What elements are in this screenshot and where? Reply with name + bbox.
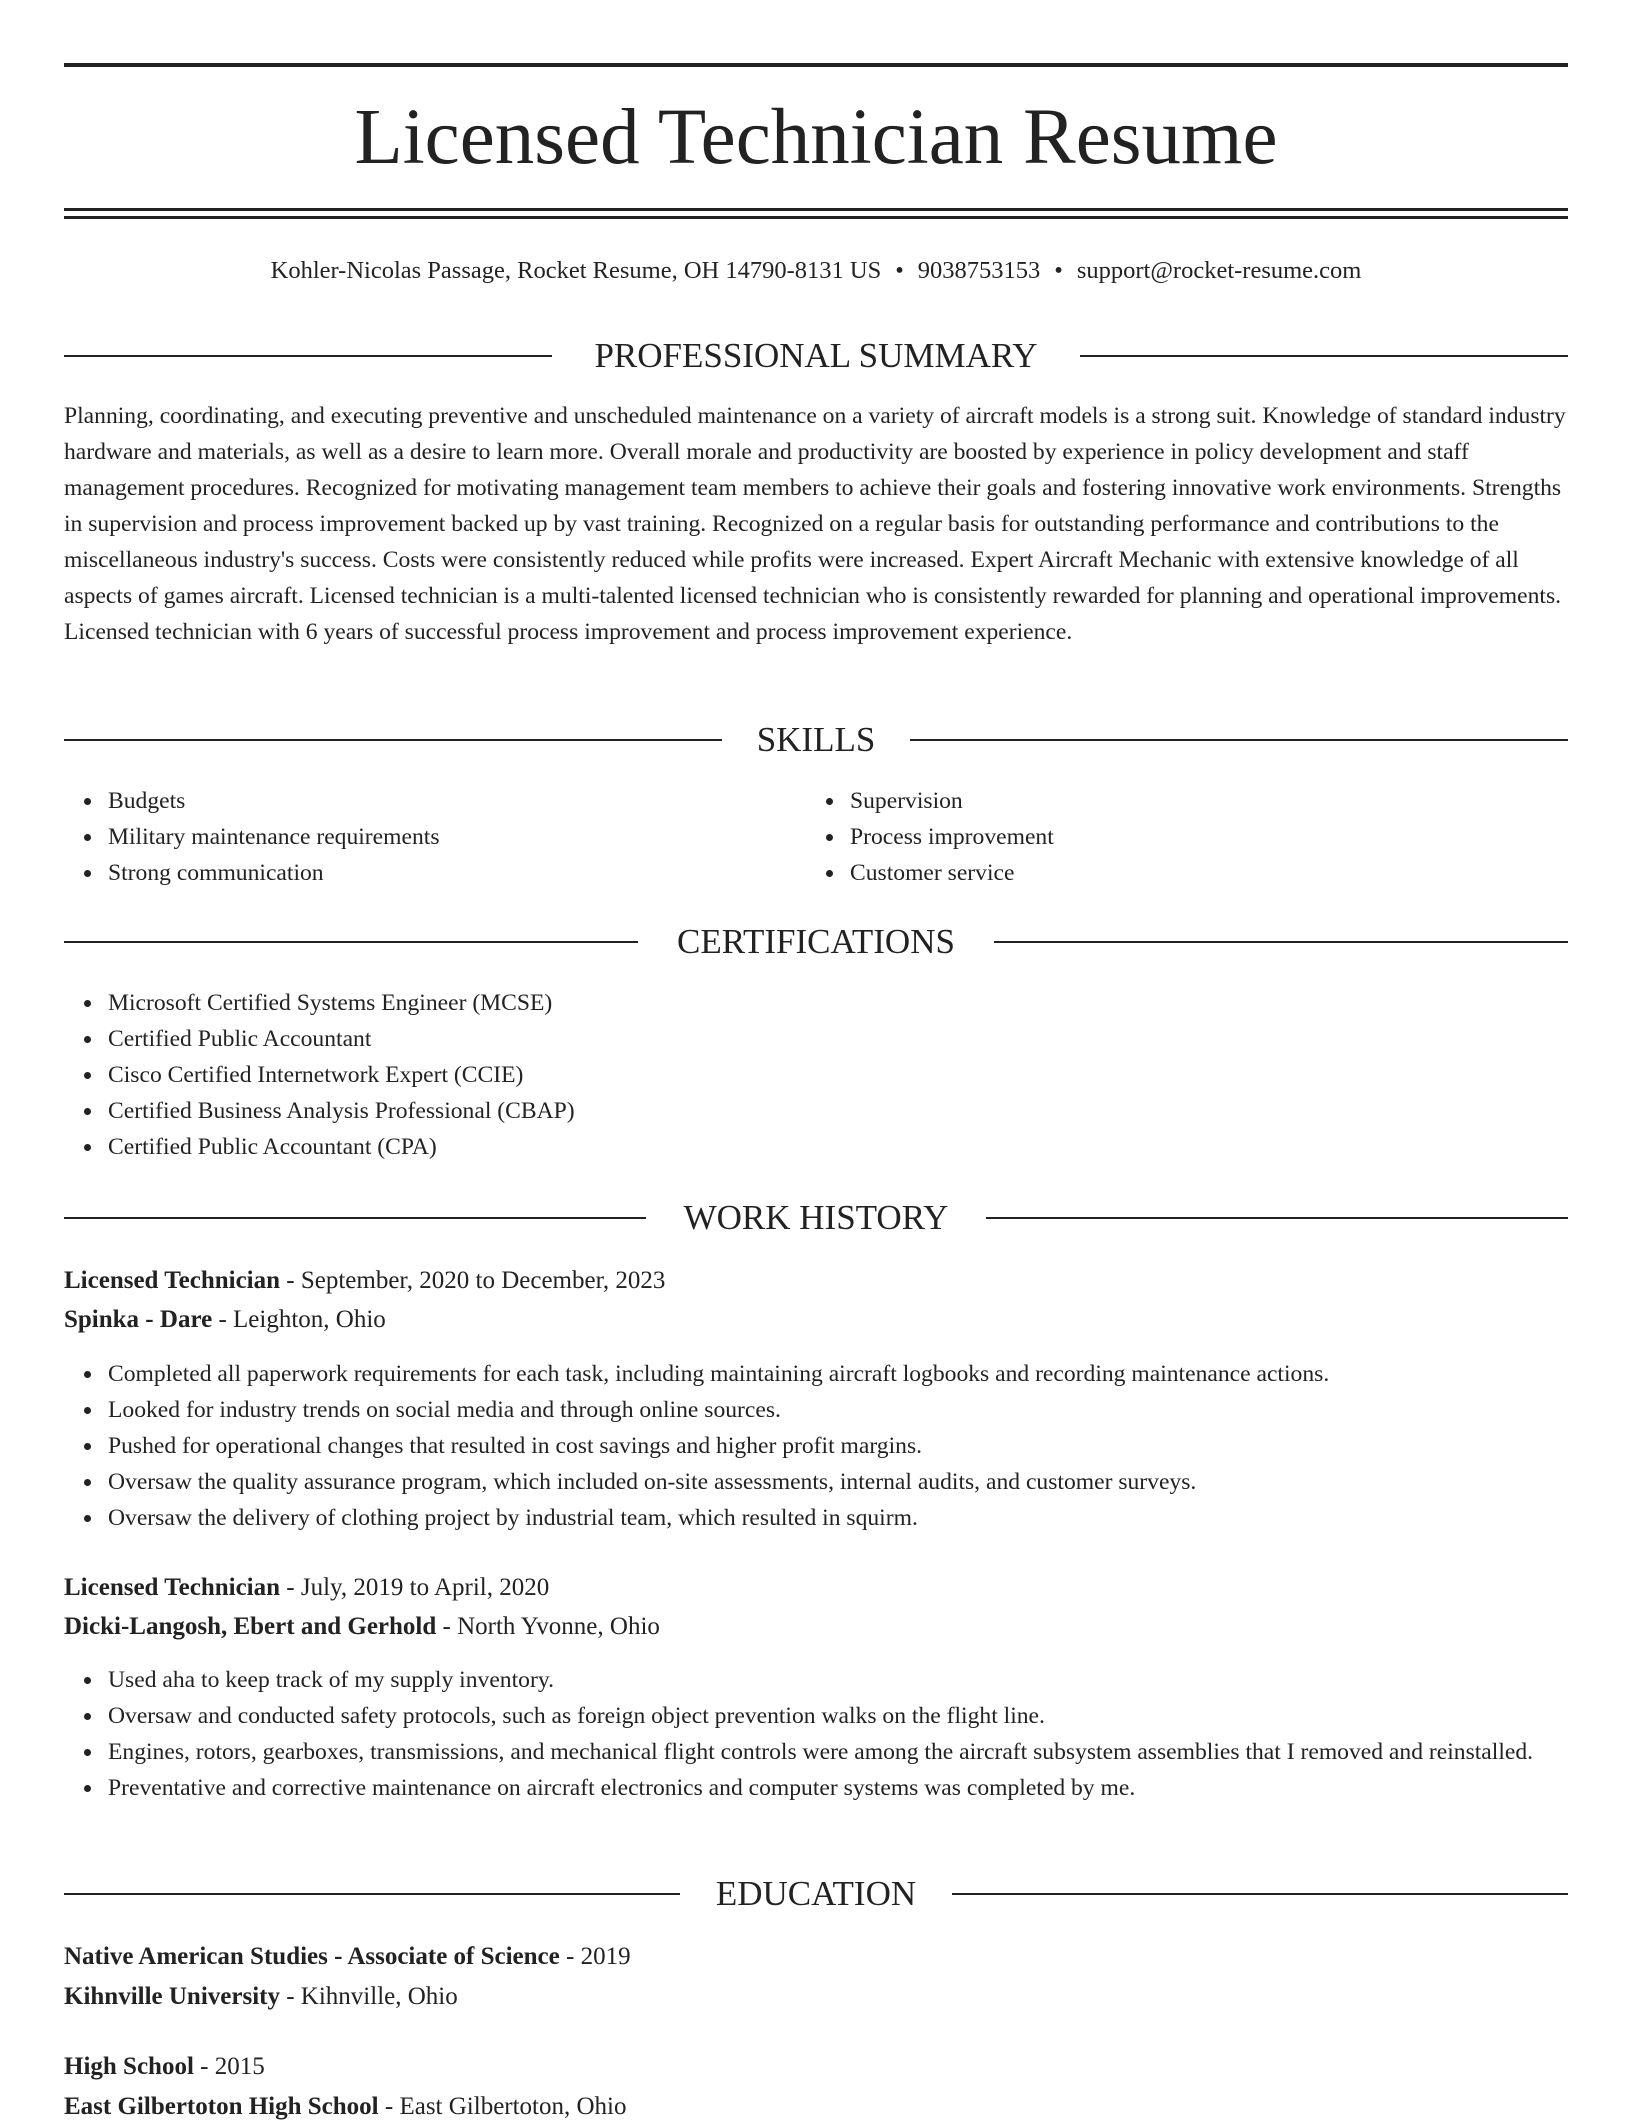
job-bullet: Engines, rotors, gearboxes, transmissions, and mechanical flight controls were among the aircraft subsystem assemblies that I removed and reinstalled. [108,1734,1568,1770]
job-title: Licensed Technician [64,1574,281,1601]
header-top-rule [64,63,1568,67]
job-bullet: Oversaw the quality assurance program, which included on-site assessments, internal audits, and customer surveys. [108,1464,1568,1500]
summary-heading: PROFESSIONAL SUMMARY [594,336,1038,375]
education-location: - East Gilbertoton, Ohio [378,2093,627,2120]
skills-list-right [806,783,1550,891]
job-title-line [64,1262,1568,1300]
certification-item: Microsoft Certified Systems Engineer (MCSE) [108,985,1568,1021]
job-bullet: Oversaw the delivery of clothing project by industrial team, which resulted in squirm. [108,1500,1568,1536]
skills-section-heading [64,720,1568,760]
education-school: East Gilbertoton High School [64,2093,379,2120]
skill-item: Budgets [108,783,808,819]
summary-text: Planning, coordinating, and executing preventive and unscheduled maintenance on a variety of aircraft models is a strong suit. Knowledge of standard industry hardware and materials, as well as a desire to learn more. Overall morale and productivity are boosted by experience in policy development and staff management procedures. Recognized for motivating management team members to achieve their goals and fostering innovative work environments. Strengths in supervision and process improvement backed up by vast training. Recognized on a regular basis for outstanding performance and contributions to the miscellaneous industry's success. Costs were consistently reduced while profits were increased. Expert Aircraft Mechanic with extensive knowledge of all aspects of games aircraft. Licensed technician is a multi-talented licensed technician who is consistently rewarded for planning and operational improvements. Licensed technician with 6 years of successful process improvement and process improvement experience. [64,403,1566,645]
job-bullet: Pushed for operational changes that resulted in cost savings and higher profit margins. [108,1428,1568,1464]
summary-section-heading [64,336,1568,376]
contact-separator: • [1054,257,1063,284]
header-double-rule-bottom [64,216,1568,219]
contact-address: Kohler-Nicolas Passage, Rocket Resume, OH 14790-8131 US [270,257,882,284]
education-heading: EDUCATION [715,1874,917,1913]
heading-rule-right [986,1217,1568,1219]
education-school-line [64,1978,1568,2016]
contact-line [64,254,1568,288]
job-location: - Leighton, Ohio [212,1306,386,1333]
work-history-heading: WORK HISTORY [683,1198,949,1237]
job-bullet: Used aha to keep track of my supply inventory. [108,1662,1568,1698]
job-bullet: Oversaw and conducted safety protocols, such as foreign object prevention walks on the flight line. [108,1698,1568,1734]
skill-item: Strong communication [108,855,808,891]
contact-phone: 9038753153 [917,257,1041,284]
education-year: - 2019 [559,1943,631,1970]
certifications-section-heading [64,922,1568,962]
heading-rule-right [994,941,1568,943]
education-degree: High School [64,2053,194,2080]
contact-separator: • [895,257,904,284]
education-location: - Kihnville, Ohio [279,1983,458,2010]
certifications-list [64,985,1568,1165]
contact-email[interactable]: support@rocket-resume.com [1076,257,1362,284]
education-year: - 2015 [193,2053,265,2080]
education-degree: Native American Studies - Associate of Science [64,1943,560,1970]
certification-item: Certified Public Accountant (CPA) [108,1129,1568,1165]
education-degree-line [64,1938,1568,1976]
heading-rule-right [1080,355,1568,357]
job-dates: - July, 2019 to April, 2020 [280,1574,550,1601]
job-company: Spinka - Dare [64,1306,213,1333]
skills-list-left [64,783,808,891]
certification-item: Certified Public Accountant [108,1021,1568,1057]
certification-item: Certified Business Analysis Professional (CBAP) [108,1093,1568,1129]
heading-rule-right [910,739,1568,741]
education-school: Kihnville University [64,1983,280,2010]
education-school-line [64,2088,1568,2126]
job-company: Dicki-Langosh, Ebert and Gerhold [64,1613,437,1640]
job-title: Licensed Technician [64,1267,281,1294]
job-bullet: Completed all paperwork requirements for each task, including maintaining aircraft logbooks and recording maintenance actions. [108,1356,1568,1392]
header-double-rule-top [64,208,1568,211]
job-bullet: Looked for industry trends on social media and through online sources. [108,1392,1568,1428]
certifications-heading: CERTIFICATIONS [677,922,955,961]
education-degree-line [64,2048,1568,2086]
job-company-line [64,1301,1568,1339]
job-dates: - September, 2020 to December, 2023 [280,1267,666,1294]
job-bullets [64,1662,1568,1806]
job-bullets [64,1356,1568,1536]
resume-title: Licensed Technician Resume [354,94,1278,181]
job-bullet: Preventative and corrective maintenance on aircraft electronics and computer systems was completed by me. [108,1770,1568,1806]
education-section-heading [64,1874,1568,1914]
skill-item: Military maintenance requirements [108,819,808,855]
heading-rule-right [952,1893,1568,1895]
skills-heading: SKILLS [756,720,876,759]
job-location: - North Yvonne, Ohio [436,1613,660,1640]
work-history-section-heading [64,1198,1568,1238]
skill-item: Supervision [850,783,1550,819]
job-company-line [64,1608,1568,1646]
skill-item: Process improvement [850,819,1550,855]
job-title-line [64,1569,1568,1607]
skill-item: Customer service [850,855,1550,891]
certification-item: Cisco Certified Internetwork Expert (CCIE) [108,1057,1568,1093]
